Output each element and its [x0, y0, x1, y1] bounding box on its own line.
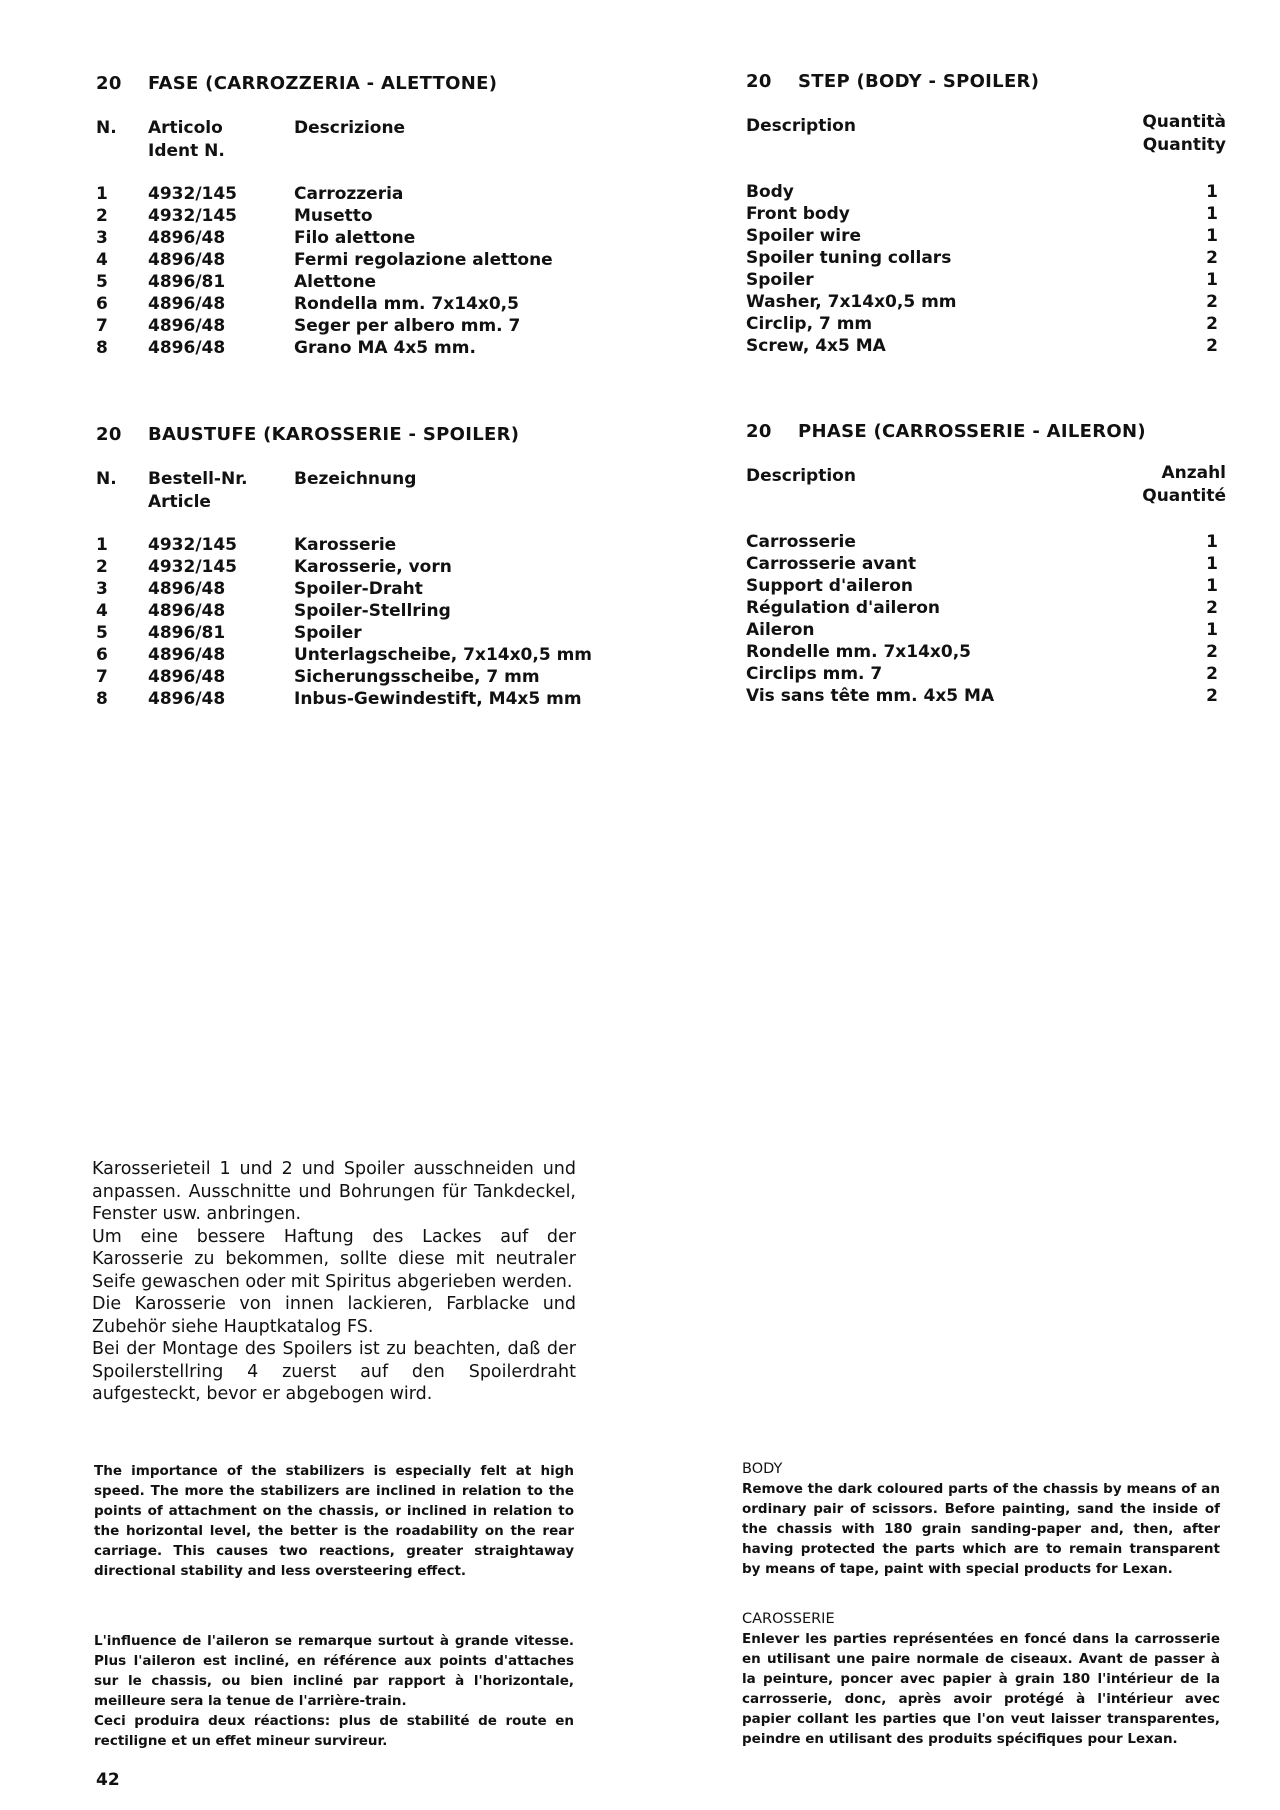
row-article: 4896/48 [148, 645, 226, 665]
row-quantity: 2 [1206, 336, 1218, 356]
row-article: 4896/48 [148, 579, 226, 599]
table-row [746, 291, 1226, 313]
row-description: Body [746, 182, 794, 202]
instruction-paragraph: Um eine bessere Haftung des Lackes auf der Karosserie zu bekommen, sollte diese mit neutraler Seife gewaschen oder mit Spiritus abgerieben werden. [92, 1226, 576, 1292]
row-number: 5 [96, 272, 108, 292]
row-quantity: 1 [1206, 226, 1218, 246]
table-row [746, 575, 1226, 597]
aileron-note-french [94, 1631, 574, 1751]
row-number: 3 [96, 579, 108, 599]
row-description: Karosserie [294, 535, 397, 555]
row-description: Vis sans tête mm. 4x5 MA [746, 686, 995, 706]
parts-table [746, 531, 1226, 707]
section-title: BAUSTUFE (KAROSSERIE - SPOILER) [148, 424, 520, 445]
german-instructions [92, 1158, 576, 1406]
row-description: Alettone [294, 272, 377, 292]
row-description: Circlip, 7 mm [746, 314, 873, 334]
column-header-article: Bestell-Nr. Article [148, 469, 248, 512]
row-description: Unterlagscheibe, 7x14x0,5 mm [294, 645, 593, 665]
row-article: 4896/48 [148, 228, 226, 248]
table-row [96, 644, 696, 666]
table-row [746, 335, 1226, 357]
section-title: FASE (CARROZZERIA - ALETTONE) [148, 73, 498, 94]
column-header-article: Articolo Ident N. [148, 118, 225, 161]
parts-list-german [96, 424, 696, 724]
table-row [746, 597, 1226, 619]
row-article: 4932/145 [148, 184, 238, 204]
note-text: Ceci produira deux réactions: plus de stabilité de route en rectiligne et un effet mineur survireur. [94, 1713, 574, 1749]
note-text: L'influence de l'aileron se remarque surtout à grande vitesse. Plus l'aileron est incliné, en référence aux points d'attaches sur le chassis, ou bien incliné par rapport à l'horizontale, meilleure sera la tenue de l'arrière-train. [94, 1633, 574, 1709]
table-row [96, 666, 696, 688]
row-description: Screw, 4x5 MA [746, 336, 886, 356]
row-article: 4896/48 [148, 338, 226, 358]
table-row [96, 293, 696, 315]
row-quantity: 1 [1206, 554, 1218, 574]
row-quantity: 2 [1206, 314, 1218, 334]
table-row [96, 600, 696, 622]
row-description: Spoiler tuning collars [746, 248, 952, 268]
row-article: 4896/48 [148, 294, 226, 314]
row-description: Washer, 7x14x0,5 mm [746, 292, 957, 312]
row-number: 2 [96, 557, 108, 577]
column-header-description: Bezeichnung [294, 469, 417, 489]
row-article: 4896/48 [148, 316, 226, 336]
row-number: 6 [96, 294, 108, 314]
row-description: Spoiler [746, 270, 814, 290]
column-header-quantity: Anzahl Quantité [1142, 463, 1226, 506]
row-quantity: 2 [1206, 248, 1218, 268]
row-number: 8 [96, 689, 108, 709]
row-description: Spoiler wire [746, 226, 862, 246]
table-row [746, 225, 1226, 247]
row-description: Spoiler-Stellring [294, 601, 451, 621]
table-row [96, 534, 696, 556]
parts-table [746, 181, 1226, 357]
row-description: Spoiler-Draht [294, 579, 423, 599]
row-number: 3 [96, 228, 108, 248]
page-number: 42 [96, 1770, 120, 1790]
instruction-paragraph: Karosserieteil 1 und 2 und Spoiler ausschneiden und anpassen. Ausschnitte und Bohrungen für Tankdeckel, Fenster usw. anbringen. [92, 1159, 576, 1224]
table-row [746, 619, 1226, 641]
table-row [96, 271, 696, 293]
note-title: CAROSSERIE [742, 1611, 835, 1627]
note-text: Remove the dark coloured parts of the chassis by means of an ordinary pair of scissors. Before painting, sand the inside of the chassis with 180 grain sanding-paper and, then, after having protected the parts which are to remain transparent by means of tape, paint with special products for Lexan. [742, 1481, 1220, 1577]
row-article: 4932/145 [148, 535, 238, 555]
column-header-description: Description [746, 466, 856, 486]
carosserie-note-french [742, 1609, 1220, 1749]
table-row [746, 181, 1226, 203]
table-row [96, 622, 696, 644]
row-article: 4896/81 [148, 623, 226, 643]
row-description: Carrosserie [746, 532, 856, 552]
step-number: 20 [96, 73, 122, 94]
row-number: 6 [96, 645, 108, 665]
row-description: Carrosserie avant [746, 554, 917, 574]
row-number: 5 [96, 623, 108, 643]
instruction-paragraph: Die Karosserie von innen lackieren, Farblacke und Zubehör siehe Hauptkatalog FS. [92, 1294, 576, 1337]
row-quantity: 2 [1206, 686, 1218, 706]
step-number: 20 [746, 71, 772, 92]
table-row [746, 203, 1226, 225]
row-description: Fermi regolazione alettone [294, 250, 553, 270]
row-description: Sicherungsscheibe, 7 mm [294, 667, 540, 687]
parts-table [96, 534, 696, 710]
row-description: Inbus-Gewindestift, M4x5 mm [294, 689, 582, 709]
row-number: 7 [96, 316, 108, 336]
row-description: Filo alettone [294, 228, 416, 248]
row-description: Aileron [746, 620, 815, 640]
table-row [746, 247, 1226, 269]
section-heading [96, 424, 519, 445]
table-row [746, 531, 1226, 553]
parts-table [96, 183, 696, 359]
row-article: 4896/81 [148, 272, 226, 292]
row-description: Karosserie, vorn [294, 557, 452, 577]
note-title: BODY [742, 1461, 783, 1477]
table-row [96, 556, 696, 578]
row-quantity: 1 [1206, 182, 1218, 202]
row-quantity: 1 [1206, 576, 1218, 596]
note-text: The importance of the stabilizers is especially felt at high speed. The more the stabilizers are inclined in relation to the points of attachment on the chassis, or inclined in relation to the horizontal level, the better is the roadability on the rear carriage. This causes two reactions, greater straightaway directional stability and less oversteering effect. [94, 1463, 574, 1579]
instruction-paragraph: Bei der Montage des Spoilers ist zu beachten, daß der Spoilerstellring 4 zuerst auf den Spoilerdraht aufgesteckt, bevor er abgebogen wird. [92, 1339, 576, 1404]
column-header-number: N. [96, 118, 117, 138]
row-description: Rondella mm. 7x14x0,5 [294, 294, 519, 314]
row-description: Circlips mm. 7 [746, 664, 883, 684]
column-header-description: Description [746, 116, 856, 136]
parts-list-english [746, 71, 1226, 371]
row-article: 4896/48 [148, 250, 226, 270]
table-row [96, 205, 696, 227]
section-heading [96, 73, 497, 94]
table-row [96, 249, 696, 271]
row-number: 4 [96, 250, 108, 270]
table-row [96, 227, 696, 249]
table-row [746, 685, 1226, 707]
row-description: Grano MA 4x5 mm. [294, 338, 476, 358]
row-quantity: 1 [1206, 532, 1218, 552]
row-number: 2 [96, 206, 108, 226]
section-heading [746, 421, 1146, 442]
row-article: 4896/48 [148, 689, 226, 709]
row-number: 8 [96, 338, 108, 358]
table-row [746, 269, 1226, 291]
table-row [746, 663, 1226, 685]
row-quantity: 2 [1206, 598, 1218, 618]
column-header-description: Descrizione [294, 118, 406, 138]
table-row [96, 337, 696, 359]
row-description: Seger per albero mm. 7 [294, 316, 521, 336]
row-quantity: 2 [1206, 292, 1218, 312]
row-quantity: 1 [1206, 270, 1218, 290]
table-row [746, 313, 1226, 335]
note-text: Enlever les parties représentées en foncé dans la carrosserie en utilisant une paire normale de ciseaux. Avant de passer à la peinture, poncer avec papier à grain 180 l'intérieur de la carrosserie, donc, après avoir protégé à l'intérieur avec papier collant les parties que l'on veut laisser transparentes, peindre en utilisant des produits spécifiques pour Lexan. [742, 1631, 1220, 1747]
row-description: Rondelle mm. 7x14x0,5 [746, 642, 972, 662]
row-quantity: 1 [1206, 620, 1218, 640]
row-number: 1 [96, 184, 108, 204]
row-article: 4932/145 [148, 557, 238, 577]
row-description: Musetto [294, 206, 373, 226]
row-description: Spoiler [294, 623, 362, 643]
parts-list-italian [96, 73, 696, 373]
table-row [746, 641, 1226, 663]
table-row [96, 315, 696, 337]
section-title: STEP (BODY - SPOILER) [798, 71, 1040, 92]
section-heading [746, 71, 1039, 92]
body-note-english [742, 1459, 1220, 1579]
row-quantity: 2 [1206, 664, 1218, 684]
row-number: 1 [96, 535, 108, 555]
row-article: 4896/48 [148, 667, 226, 687]
table-row [746, 553, 1226, 575]
section-title: PHASE (CARROSSERIE - AILERON) [798, 421, 1146, 442]
table-row [96, 688, 696, 710]
parts-list-french [746, 421, 1226, 721]
column-header-number: N. [96, 469, 117, 489]
row-quantity: 2 [1206, 642, 1218, 662]
stabilizers-note-english [94, 1461, 574, 1581]
row-number: 4 [96, 601, 108, 621]
step-number: 20 [746, 421, 772, 442]
row-description: Régulation d'aileron [746, 598, 941, 618]
table-row [96, 578, 696, 600]
row-article: 4932/145 [148, 206, 238, 226]
column-header-quantity: Quantità Quantity [1142, 112, 1226, 155]
table-row [96, 183, 696, 205]
row-description: Carrozzeria [294, 184, 404, 204]
step-number: 20 [96, 424, 122, 445]
row-article: 4896/48 [148, 601, 226, 621]
row-number: 7 [96, 667, 108, 687]
row-description: Support d'aileron [746, 576, 913, 596]
row-quantity: 1 [1206, 204, 1218, 224]
row-description: Front body [746, 204, 850, 224]
